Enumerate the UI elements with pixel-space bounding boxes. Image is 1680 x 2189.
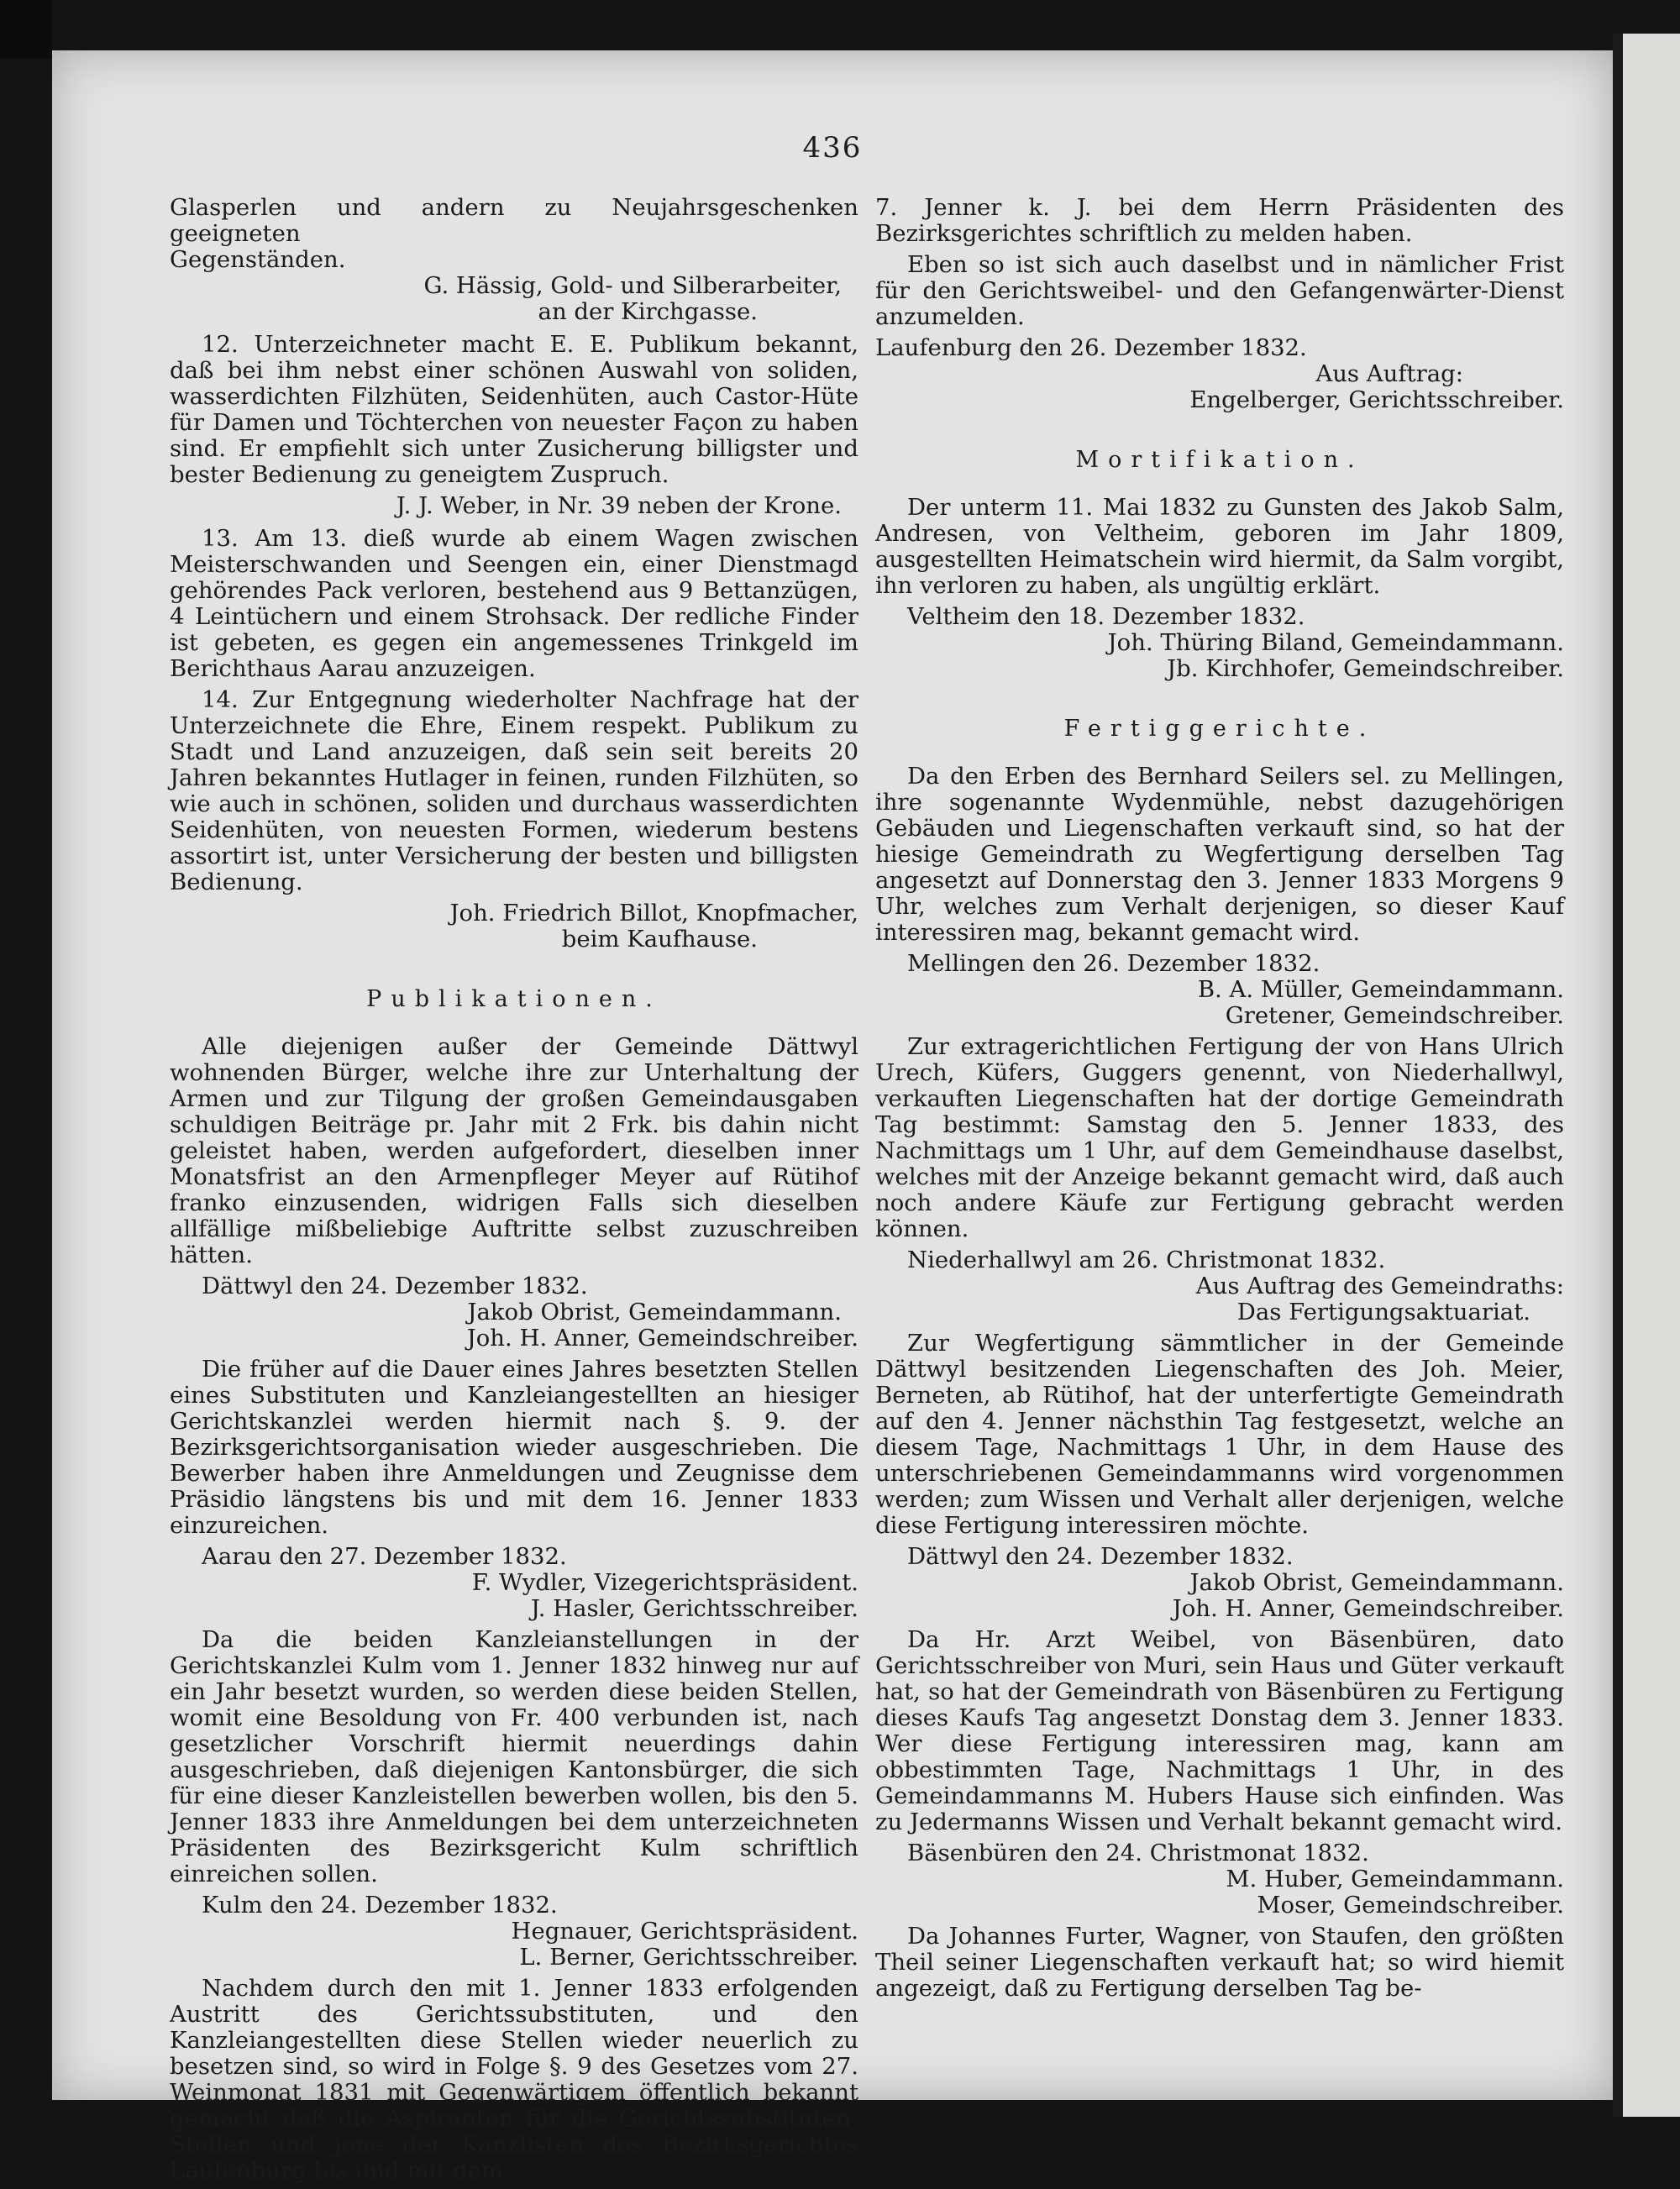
- publication-4-continued: 7. Jenner k. J. bei dem Herrn Präsidenten des Bezirksgerichtes schriftlich zu melden haben.: [875, 194, 1564, 247]
- fertigung-5: Da Johannes Furter, Wagner, von Staufen, den größten Theil seiner Liegenschaften verkauft hat; so wird hiemit angezeigt, daß zu Fertigung derselben Tag be-: [875, 1923, 1564, 2002]
- signature-line: F. Wydler, Vizegerichtspräsident.: [471, 1569, 858, 1596]
- signature-line: L. Berner, Gerichtsschreiber.: [519, 1944, 858, 1971]
- left-column: [170, 195, 858, 2189]
- date-line: Dättwyl den 24. Dezember 1832.: [907, 1543, 1294, 1570]
- date-line: Mellingen den 26. Dezember 1832.: [907, 950, 1320, 977]
- signature-line: beim Kaufhause.: [561, 926, 758, 953]
- signature-line: Joh. Friedrich Billot, Knopfmacher,: [449, 900, 858, 927]
- signature-line: Aus Auftrag des Gemeindraths:: [1195, 1273, 1564, 1299]
- date-line: Bäsenbüren den 24. Christmonat 1832.: [907, 1840, 1369, 1866]
- signature-line: M. Huber, Gemeindammann.: [1226, 1866, 1564, 1892]
- signature-line: Moser, Gemeindschreiber.: [1257, 1892, 1564, 1919]
- adjacent-page-edge: [1613, 34, 1680, 2117]
- fertigung-1: Da den Erben des Bernhard Seilers sel. zu Mellingen, ihre sogenannte Wydenmühle, nebst dazugehörigen Gebäuden und Liegenschaften verkauft sind, so hat der hiesige Gemeindrath zu Wegfertigung derselben Tag angesetzt auf Donnerstag den 3. Jenner 1833 Morgens 9 Uhr, welches zum Verhalt derjenigen, so dieser Kauf interessiren mag, bekannt gemacht wird.: [875, 763, 1564, 946]
- section-heading-fertiggerichte: Fertiggerichte.: [1063, 716, 1376, 742]
- signature-line: Joh. Thüring Biland, Gemeindammann.: [1107, 629, 1564, 656]
- date-line: Dättwyl den 24. Dezember 1832.: [202, 1273, 588, 1299]
- signature-line: Engelberger, Gerichtsschreiber.: [1189, 386, 1564, 413]
- signature-line: Jb. Kirchhofer, Gemeindschreiber.: [1167, 655, 1564, 682]
- right-column: [875, 195, 1564, 2007]
- notice-12: 12. Unterzeichneter macht E. E. Publikum bekannt, daß bei ihm nebst einer schönen Auswahl von soliden, wasserdichten Filzhüten, Seidenhüten, auch Castor-Hüte für Damen und Töchterchen von neuester Façon zu haben sind. Er empfiehlt sich unter Zusicherung billigster und bester Bedienung zu geneigtem Zuspruch.: [170, 331, 858, 488]
- text-line: Gegenständen.: [170, 246, 346, 273]
- fertigung-3: Zur Wegfertigung sämmtlicher in der Gemeinde Dättwyl besitzenden Liegenschaften des Joh. Meier, Berneten, ab Rütihof, hat der unterfertigte Gemeindrath auf den 4. Jenner nächsthin Tag festgesetzt, welche an diesem Tage, Nachmittags 1 Uhr, in dem Hause des unterschriebenen Gemeindammanns wird vorgenommen werden; zum Wissen und Verhalt aller derjenigen, welche diese Fertigung interessiren möchte.: [875, 1330, 1564, 1539]
- signature-line: Das Fertigungsaktuariat.: [1236, 1299, 1530, 1325]
- signature-line: Gretener, Gemeindschreiber.: [1225, 1002, 1564, 1029]
- signature-line: an der Kirchgasse.: [538, 298, 758, 325]
- signature-line: Hegnauer, Gerichtspräsident.: [511, 1918, 858, 1945]
- scan-corner-mark: [0, 0, 52, 59]
- binding-fold: [1613, 34, 1623, 2117]
- publication-4-additional: Eben so ist sich auch daselbst und in nämlicher Frist für den Gerichtsweibel- und den Gefangenwärter-Dienst anzumelden.: [875, 251, 1564, 330]
- publication-1: Alle diejenigen außer der Gemeinde Dättwyl wohnenden Bürger, welche ihre zur Unterhaltung der Armen und zur Tilgung der großen Gemeindausgaben schuldigen Beiträge pr. Jahr mit 2 Frk. bis dahin nicht geleistet haben, werden aufgefordert, dieselben inner Monatsfrist an den Armenpfleger Meyer auf Rütihof franko einzusenden, widrigen Falls sich dieselben allfällige mißbeliebige Auftritte selbst zuzuschreiben hätten.: [170, 1033, 858, 1268]
- text-line: Glasperlen und andern zu Neujahrsgeschenken geeigneten: [170, 194, 858, 247]
- date-line: Veltheim den 18. Dezember 1832.: [907, 603, 1305, 630]
- fertigung-4: Da Hr. Arzt Weibel, von Bäsenbüren, dato Gerichtsschreiber von Muri, sein Haus und Güter verkauft hat, so hat der Gemeindrath von Bäsenbüren zu Fertigung dieses Kaufs Tag angesetzt Donstag dem 3. Jenner 1833. Wer diese Fertigung interessiren mag, kann am obbestimmten Tage, Nachmittags 1 Uhr, in des Gemeindammanns M. Hubers Hause sich einfinden. Was zu Jedermanns Wissen und Verhalt bekannt gemacht wird.: [875, 1626, 1564, 1835]
- publication-2: Die früher auf die Dauer eines Jahres besetzten Stellen eines Substituten und Kanzleiangestellten an hiesiger Gerichtskanzlei werden hiermit nach §. 9. der Bezirksgerichtsorganisation wieder ausgeschrieben. Die Bewerber haben ihre Anmeldungen und Zeugnisse dem Präsidio längstens bis und mit dem 16. Jenner 1833 einzureichen.: [170, 1356, 858, 1539]
- signature-line: B. A. Müller, Gemeindammann.: [1197, 976, 1564, 1003]
- signature-line: Jakob Obrist, Gemeindammann.: [1189, 1569, 1564, 1596]
- publication-3: Da die beiden Kanzleianstellungen in der Gerichtskanzlei Kulm vom 1. Jenner 1832 hinweg nur auf ein Jahr besetzt wurden, so werden diese beiden Stellen, womit eine Besoldung von Fr. 400 verbunden ist, nach gesetzlicher Vorschrift hiermit neuerdings dahin ausgeschrieben, daß diejenigen Kantonsbürger, die sich für eine dieser Kanzleistellen bewerben wollen, bis den 5. Jenner 1833 ihre Anmeldungen bei dem unterzeichneten Präsidenten des Bezirksgericht Kulm schriftlich einreichen sollen.: [170, 1626, 858, 1887]
- newspaper-page: [52, 50, 1613, 2184]
- notice-14-signature: [170, 900, 858, 953]
- notice-haessig: [170, 195, 858, 325]
- signature-line: Aus Auftrag:: [1315, 360, 1463, 387]
- section-heading-mortifikation: Mortifikation.: [1075, 447, 1364, 473]
- date-line: Kulm den 24. Dezember 1832.: [202, 1892, 558, 1919]
- signature-line: Joh. H. Anner, Gemeindschreiber.: [466, 1325, 858, 1352]
- page-number: 436: [802, 131, 863, 165]
- section-heading-publikationen: Publikationen.: [366, 986, 662, 1012]
- date-line: Aarau den 27. Dezember 1832.: [202, 1543, 567, 1570]
- signature-line: Joh. H. Anner, Gemeindschreiber.: [1172, 1595, 1564, 1622]
- publication-4: Nachdem durch den mit 1. Jenner 1833 erfolgenden Austritt des Gerichtssubstituten, und den Kanzleiangestellten diese Stellen wieder neuerlich zu besetzen sind, so wird in Folge §. 9 des Gesetzes vom 27. Weinmonat 1831 mit Gegenwärtigem öffentlich bekannt gemacht daß die Aspiranten für die Gerichtssubstituten-Stellen und jene der Kanzlisten des Bezirksgerichtes Laufenburg bis und mit dem: [170, 1975, 858, 2184]
- date-line: Laufenburg den 26. Dezember 1832.: [875, 334, 1307, 361]
- signature-line: G. Hässig, Gold- und Silberarbeiter,: [423, 272, 842, 299]
- signature-line: J. J. Weber, in Nr. 39 neben der Krone.: [396, 492, 842, 519]
- signature-line: Jakob Obrist, Gemeindammann.: [467, 1299, 842, 1325]
- notice-13: 13. Am 13. dieß wurde ab einem Wagen zwischen Meisterschwanden und Seengen ein, einer Dienstmagd gehörendes Pack verloren, bestehend aus 9 Bettanzügen, 4 Leintüchern und einem Strohsack. Der redliche Finder ist gebeten, es gegen ein angemessenes Trinkgeld im Berichthaus Aarau anzuzeigen.: [170, 525, 858, 682]
- fertigung-2: Zur extragerichtlichen Fertigung der von Hans Ulrich Urech, Küfers, Guggers genennt, von Niederhallwyl, verkauften Liegenschaften hat der dortige Gemeindrath Tag bestimmt: Samstag den 5. Jenner 1833, des Nachmittags um 1 Uhr, auf dem Gemeindhause daselbst, welches mit der Anzeige bekannt gemacht wird, daß auch noch andere Käufe zur Fertigung gebracht werden können.: [875, 1033, 1564, 1242]
- notice-14: 14. Zur Entgegnung wiederholter Nachfrage hat der Unterzeichnete die Ehre, Einem respekt. Publikum zu Stadt und Land anzuzeigen, daß sein seit bereits 20 Jahren bekanntes Hutlager in feinen, runden Filzhüten, so wie auch in schönen, soliden und durchaus wasserdichten Seidenhüten, von neuesten Formen, wiederum bestens assortirt ist, unter Versicherung der besten und billigsten Bedienung.: [170, 686, 858, 895]
- mortification-notice: Der unterm 11. Mai 1832 zu Gunsten des Jakob Salm, Andresen, von Veltheim, geboren im Jahr 1809, ausgestellten Heimatschein wird hiermit, da Salm vorgibt, ihn verloren zu haben, als ungültig erklärt.: [875, 494, 1564, 599]
- date-line: Niederhallwyl am 26. Christmonat 1832.: [907, 1247, 1386, 1273]
- signature-line: J. Hasler, Gerichtsschreiber.: [530, 1595, 858, 1622]
